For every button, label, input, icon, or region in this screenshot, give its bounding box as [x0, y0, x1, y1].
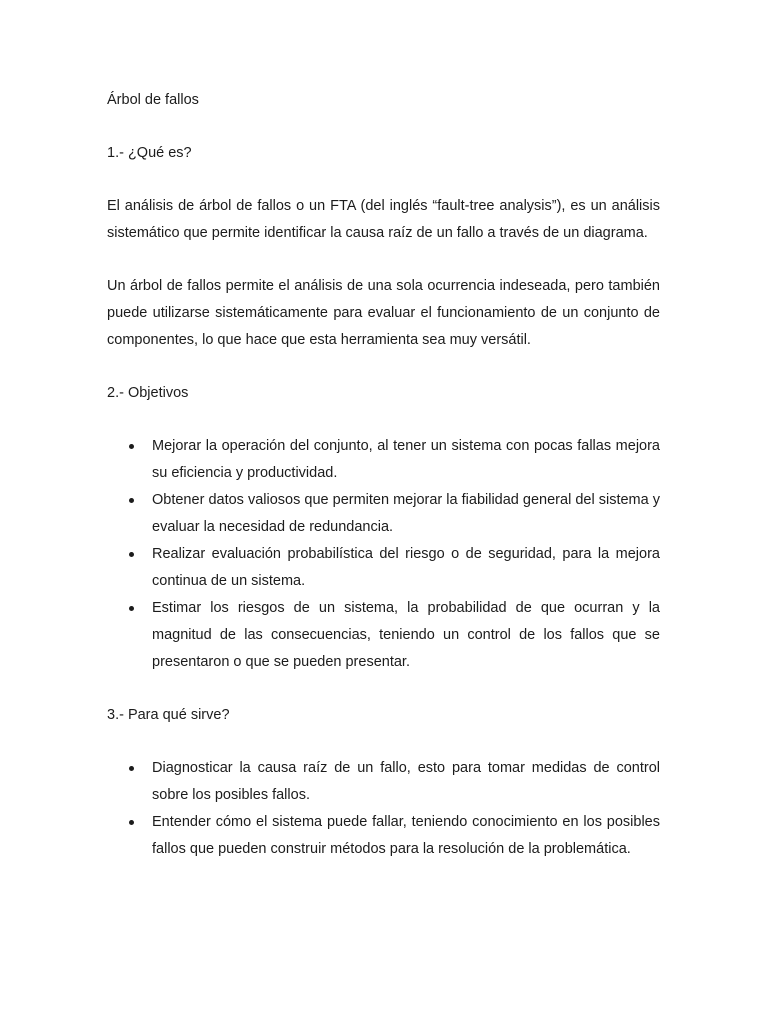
list-item [152, 595, 660, 676]
bullet-icon [129, 766, 134, 771]
uses-list [107, 755, 660, 863]
bullet-icon [129, 552, 134, 557]
section-1-paragraph-1: El análisis de árbol de fallos o un FTA (del inglés “fault-tree analysis”), es un análisis sistemático que permite identificar la causa raíz de un fallo a través de un diagrama. [107, 198, 660, 241]
section-1-paragraph-2: Un árbol de fallos permite el análisis de una sola ocurrencia indeseada, pero también puede utilizarse sistemáticamente para evaluar el funcionamiento de un conjunto de componentes, lo que hace que esta herramienta sea muy versátil. [107, 278, 660, 348]
list-item-text: Estimar los riesgos de un sistema, la probabilidad de que ocurran y la magnitud de las consecuencias, teniendo un control de los fallos que se presentaron o que se pueden presentar. [152, 600, 660, 670]
list-item [152, 809, 660, 863]
list-item-text: Diagnosticar la causa raíz de un fallo, esto para tomar medidas de control sobre los posibles fallos. [152, 760, 660, 803]
list-item [152, 541, 660, 595]
bullet-icon [129, 444, 134, 449]
list-item-text: Realizar evaluación probabilística del riesgo o de seguridad, para la mejora continua de un sistema. [152, 546, 660, 589]
list-item [152, 755, 660, 809]
list-item-text: Entender cómo el sistema puede fallar, teniendo conocimiento en los posibles fallos que pueden construir métodos para la resolución de la problemática. [152, 814, 660, 857]
list-item-text: Obtener datos valiosos que permiten mejorar la fiabilidad general del sistema y evaluar la necesidad de redundancia. [152, 492, 660, 535]
bullet-icon [129, 606, 134, 611]
list-item [152, 487, 660, 541]
section-3-heading: 3.- Para qué sirve? [107, 707, 230, 723]
document-title: Árbol de fallos [107, 92, 199, 108]
bullet-icon [129, 498, 134, 503]
section-1-heading: 1.- ¿Qué es? [107, 145, 192, 161]
objectives-list [107, 433, 660, 676]
section-2-heading: 2.- Objetivos [107, 385, 189, 401]
list-item [152, 433, 660, 487]
list-item-text: Mejorar la operación del conjunto, al tener un sistema con pocas fallas mejora su eficiencia y productividad. [152, 438, 660, 481]
bullet-icon [129, 820, 134, 825]
document-body [107, 87, 660, 889]
